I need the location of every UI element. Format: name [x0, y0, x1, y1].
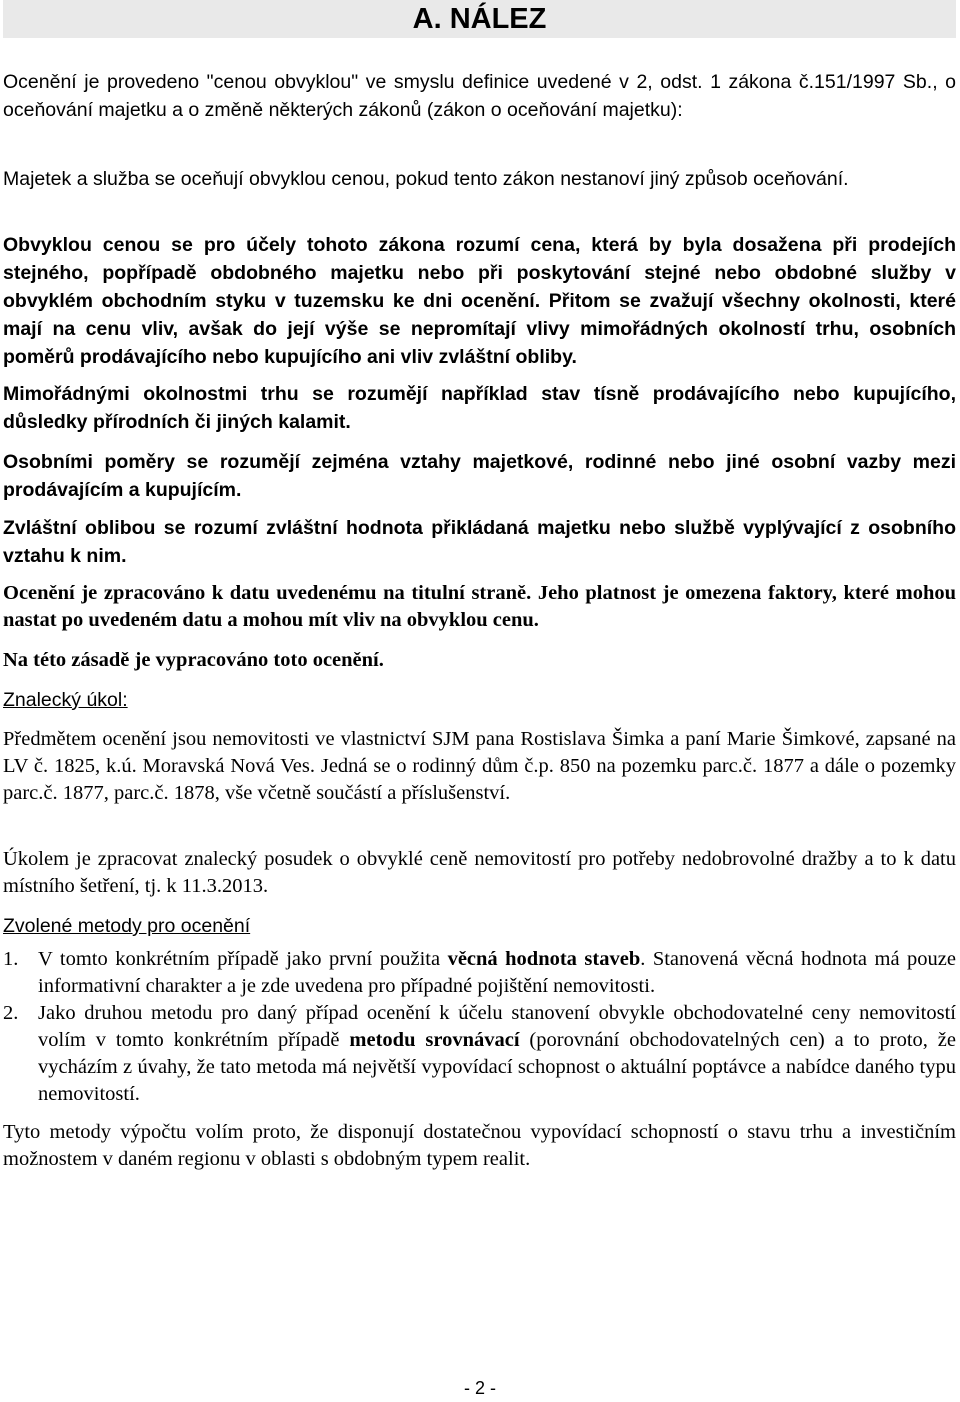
- list-item-text: Jako druhou metodu pro daný případ ocenění k účelu stanovení obvykle obchodovatelné ceny nemovitostí volím v tomto konkrétním případě metodu srovnávací (porovnání obchodovatelných cen) a to proto, že vycházím z úvahy, že tato metoda má největší vypovídací schopnost o aktuální poptávce a nabídce daného typu nemovitostí.: [38, 1002, 956, 1105]
- paragraph-zvlastni-obliba: Zvláštní oblibou se rozumí zvláštní hodnota přikládaná majetku nebo službě vyplývající z osobního vztahu k nim.: [3, 517, 956, 567]
- heading-znalecky-ukol: Znalecký úkol:: [3, 689, 128, 711]
- paragraph-majetek: Majetek a služba se oceňují obvyklou cenou, pokud tento zákon nestanoví jiný způsob oceňování.: [3, 168, 849, 190]
- list-item-text: V tomto konkrétním případě jako první použita věcná hodnota staveb. Stanovená věcná hodnota má pouze informativní charakter a je zde uvedena pro případné pojištění nemovitosti.: [38, 948, 956, 997]
- intro-paragraph: Ocenění je provedeno "cenou obvyklou" ve smyslu definice uvedené v 2, odst. 1 zákona č.151/1997 Sb., o oceňování majetku a o změně některých zákonů (zákon o oceňování majetku):: [3, 71, 956, 121]
- paragraph-mimoradne-okolnosti: Mimořádnými okolnostmi trhu se rozumějí například stav tísně prodávajícího nebo kupujícího, důsledky přírodních či jiných kalamit.: [3, 383, 956, 433]
- paragraph-tyto-metody: Tyto metody výpočtu volím proto, že disponují dostatečnou vypovídací schopností o stavu trhu a investičním možnostem v daném regionu v oblasti s obdobným typem realit.: [3, 1121, 956, 1170]
- list-number: 1.: [3, 948, 19, 970]
- list-number: 2.: [3, 1002, 19, 1024]
- page-number: - 2 -: [463, 1378, 496, 1398]
- paragraph-datum-oceneni: Ocenění je zpracováno k datu uvedenému na titulní straně. Jeho platnost je omezena faktory, které mohou nastat po uvedeném datu a mohou mít vliv na obvyklou cenu.: [3, 582, 956, 631]
- paragraph-osobni-pomery: Osobními poměry se rozumějí zejména vztahy majetkové, rodinné nebo jiné osobní vazby mezi prodávajícím a kupujícím.: [3, 451, 956, 501]
- paragraph-predmet-oceneni: Předmětem ocenění jsou nemovitosti ve vlastnictví SJM pana Rostislava Šimka a paní Marie Šimkové, zapsané na LV č. 1825, k.ú. Moravská Nová Ves. Jedná se o rodinný dům č.p. 850 na pozemku parc.č. 1877 a dále o pozemky parc.č. 1877, parc.č. 1878, vše včetně součástí a příslušenství.: [3, 728, 956, 804]
- section-title: A. NÁLEZ: [3, 0, 956, 38]
- paragraph-ukolem: Úkolem je zpracovat znalecký posudek o obvyklé ceně nemovitostí pro potřeby nedobrovolné dražby a to k datu místního šetření, tj. k 11.3.2013.: [3, 848, 956, 897]
- paragraph-obvyklou-cenou: Obvyklou cenou se pro účely tohoto zákona rozumí cena, která by byla dosažena při prodejích stejného, popřípadě obdobného majetku nebo při poskytování stejné nebo obdobné služby v obvyklém obchodním styku v tuzemsku ke dni ocenění. Přitom se zvažují všechny okolnosti, které mají na cenu vliv, avšak do její výše se nepromítají vlivy mimořádných okolností trhu, osobních poměrů prodávajícího nebo kupujícího ani vliv zvláštní obliby.: [3, 234, 956, 368]
- heading-zvolene-metody: Zvolené metody pro ocenění: [3, 915, 251, 937]
- paragraph-zasada: Na této zásadě je vypracováno toto ocenění.: [3, 649, 384, 671]
